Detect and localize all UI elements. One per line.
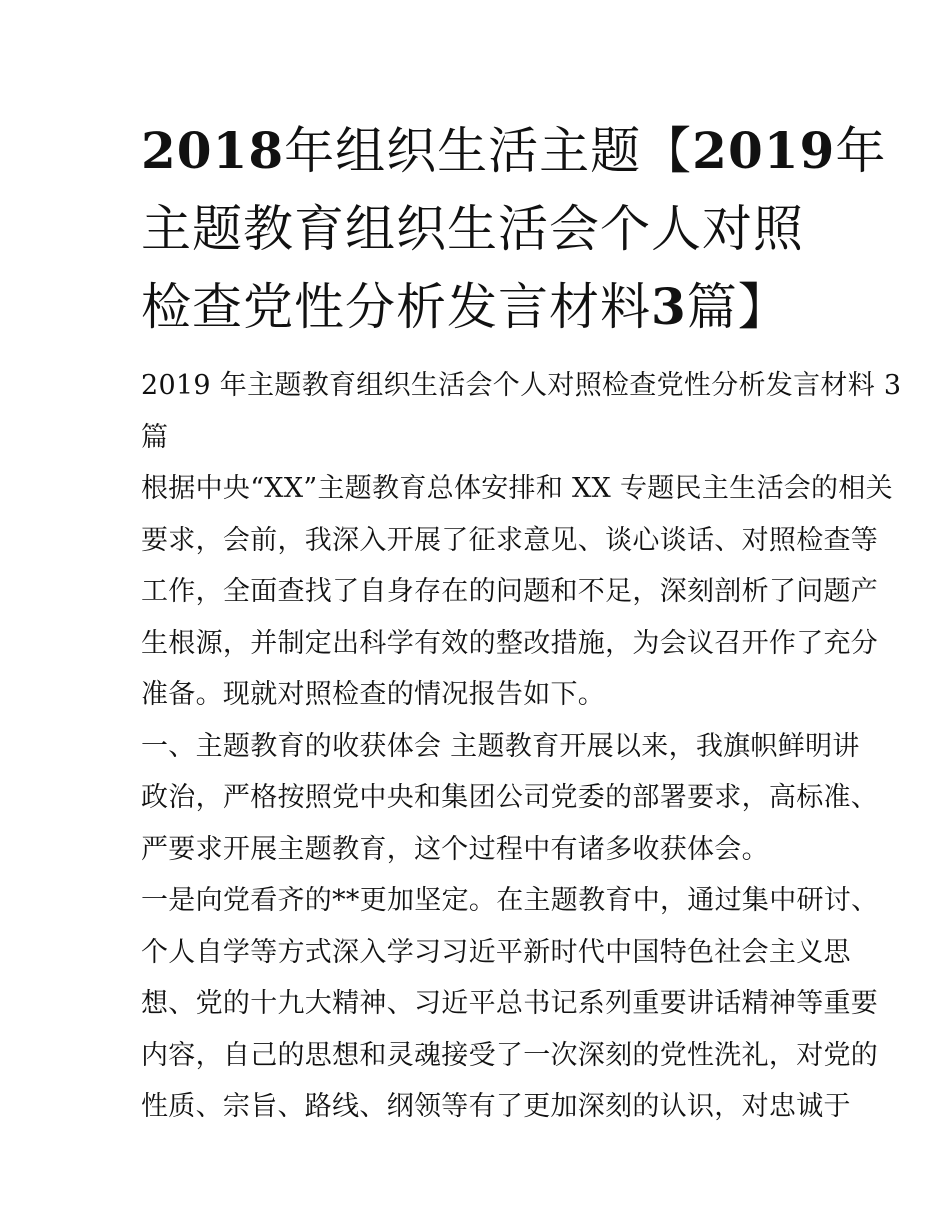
title-year-2018: 2018 [141,121,285,180]
title-text: 主题教育组织生活会个人对照 [141,200,804,258]
subtitle [141,360,902,463]
document-title [141,112,887,346]
title-text: 检查党性分析发言材料 [141,278,651,336]
paragraph-line: 一是向党看齐的**更加坚定。在主题教育中，通过集中研讨、 [141,885,879,916]
paragraph-line: 内容，自己的思想和灵魂接受了一次深刻的党性洗礼，对党的 [141,1039,879,1071]
title-text: 篇】 [686,278,789,336]
paragraph-line: 生根源，并制定出科学有效的整改措施，为会议召开作了充分 [141,627,879,659]
paragraph-line: 准备。现就对照检查的情况报告如下。 [141,679,606,710]
paragraph-line: 性质、宗旨、路线、纲领等有了更加深刻的认识，对忠诚于 [141,1091,851,1122]
paragraph-point-one [141,875,879,1133]
title-number: 3 [651,277,687,336]
paragraph-section-one [141,721,879,876]
paragraph-line: 要求，会前，我深入开展了征求意见、谈心谈话、对照检查等 [141,524,879,556]
title-line-1 [141,112,887,190]
paragraph-line: 工作，全面查找了自身存在的问题和不足，深刻剖析了问题产 [141,576,879,607]
title-line-2 [141,190,821,268]
title-line-3 [141,268,821,346]
subtitle-line: 2019 年主题教育组织生活会个人对照检查党性分析发言材料 3 [141,370,902,401]
document-body [141,360,902,1133]
paragraph-line: 一、主题教育的收获体会 主题教育开展以来，我旗帜鲜明讲 [141,730,860,762]
paragraph-intro [141,463,893,721]
paragraph-line: 根据中央“XX”主题教育总体安排和 XX 专题民主生活会的相关 [141,473,893,504]
paragraph-line: 政治，严格按照党中央和集团公司党委的部署要求，高标准、 [141,782,879,813]
subtitle-line: 篇 [141,421,169,453]
title-year-2019: 2019 [692,121,836,180]
paragraph-line: 个人自学等方式深入学习习近平新时代中国特色社会主义思 [141,936,851,968]
paragraph-line: 严要求开展主题教育，这个过程中有诸多收获体会。 [141,833,769,865]
title-text: 年 [835,122,887,180]
paragraph-line: 想、党的十九大精神、习近平总书记系列重要讲话精神等重要 [141,988,879,1019]
title-text: 年组织生活主题【 [284,122,693,180]
